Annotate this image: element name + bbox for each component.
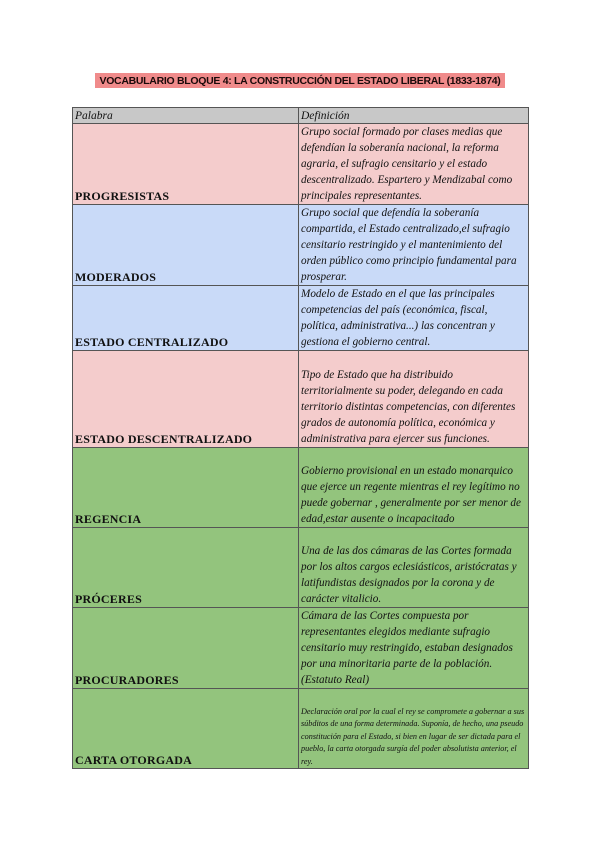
table-row [73,528,529,608]
table-header-row [73,108,529,124]
definition-cell: Una de las dos cámaras de las Cortes formada por los altos cargos eclesiásticos, aristócratas y latifundistas designados por la corona y de carácter vitalicio. [299,528,529,608]
word-cell: CARTA OTORGADA [73,689,299,769]
table-row [73,286,529,351]
word-cell: PROGRESISTAS [73,124,299,205]
table-row [73,608,529,689]
table-row [73,205,529,286]
word-cell: ESTADO DESCENTRALIZADO [73,351,299,448]
definition-cell: Cámara de las Cortes compuesta por representantes elegidos mediante sufragio censitario muy restringido, estaban designados por una minoritaria parte de la población. (Estatuto Real) [299,608,529,689]
title-wrapper [0,71,600,89]
word-cell: ESTADO CENTRALIZADO [73,286,299,351]
table-row [73,351,529,448]
table-row [73,689,529,769]
table-row [73,448,529,528]
word-cell: PRÓCERES [73,528,299,608]
word-cell: MODERADOS [73,205,299,286]
vocabulary-table [72,107,529,769]
definition-cell: Declaración oral por la cual el rey se compromete a gobernar a sus súbditos de una forma determinada. Suponía, de hecho, una pseudo constitución para el Estado, si bien en lugar de ser dictada para el pueblo, la carta otorgada surgía del poder absolutista anterior, el rey. [299,689,529,769]
table-row [73,124,529,205]
word-cell: PROCURADORES [73,608,299,689]
definition-cell: Gobierno provisional en un estado monarquico que ejerce un regente mientras el rey legítimo no puede gobernar , generalmente por ser menor de edad,estar ausente o incapacitado [299,448,529,528]
header-definition: Definición [299,108,529,124]
document-title: VOCABULARIO BLOQUE 4: LA CONSTRUCCIÓN DEL ESTADO LIBERAL (1833-1874) [95,73,504,88]
word-cell: REGENCIA [73,448,299,528]
definition-cell: Grupo social formado por clases medias que defendían la soberanía nacional, la reforma agraria, el sufragio censitario y el estado descentralizado. Espartero y Mendizabal como principales representantes. [299,124,529,205]
definition-cell: Modelo de Estado en el que las principales competencias del país (económica, fiscal, política, administrativa...) las concentran y gestiona el gobierno central. [299,286,529,351]
header-word: Palabra [73,108,299,124]
definition-cell: Tipo de Estado que ha distribuido territorialmente su poder, delegando en cada territorio distintas competencias, con diferentes grados de autonomía política, económica y administrativa para ejercer sus funciones. [299,351,529,448]
definition-cell: Grupo social que defendía la soberanía compartida, el Estado centralizado,el sufragio censitario restringido y el mantenimiento del orden público como principio fundamental para prosperar. [299,205,529,286]
